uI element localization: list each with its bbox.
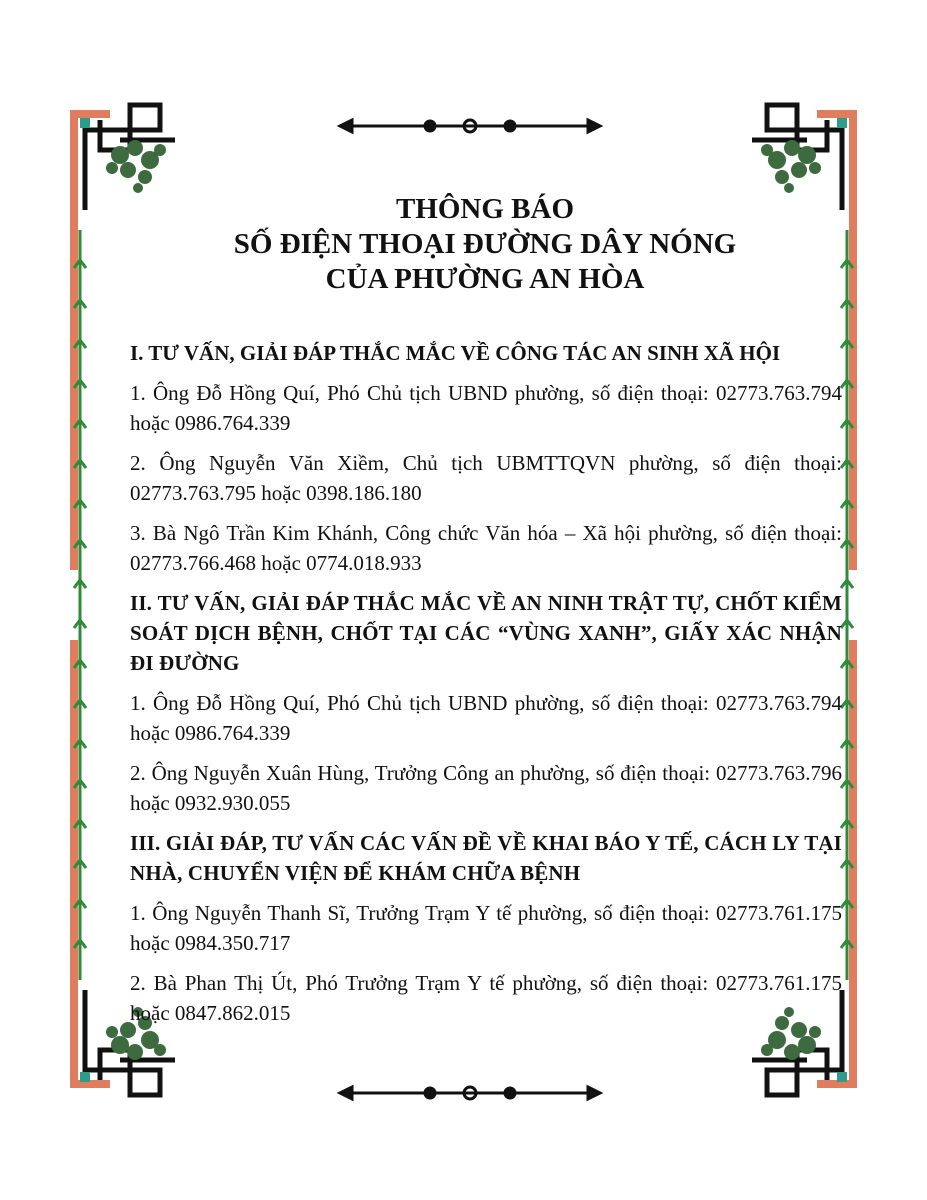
title-line-2: SỐ ĐIỆN THOẠI ĐƯỜNG DÂY NÓNG [233,228,737,260]
leaf-cluster-top-right [761,140,821,193]
section-security-order [130,588,842,818]
section-heading: I. TƯ VẤN, GIẢI ĐÁP THẮC MẮC VỀ CÔNG TÁC AN SINH XÃ HỘI [130,341,781,365]
contact-item: 2. Ông Nguyễn Văn Xiềm, Chủ tịch UBMTTQVN phường, số điện thoại: 02773.763.795 hoặc 0398.186.180 [130,451,842,505]
contact-item: 1. Ông Đỗ Hồng Quí, Phó Chủ tịch UBND phường, số điện thoại: 02773.763.794 hoặc 0986.764.339 [130,691,842,745]
notice-content [130,338,842,1038]
notice-title [150,192,820,297]
contact-item: 1. Ông Đỗ Hồng Quí, Phó Chủ tịch UBND phường, số điện thoại: 02773.763.794 hoặc 0986.764.339 [130,381,842,435]
contact-item: 2. Bà Phan Thị Út, Phó Trưởng Trạm Y tế phường, số điện thoại: 02773.761.175 hoặc 0847.862.015 [130,971,842,1025]
section-heading: III. GIẢI ĐÁP, TƯ VẤN CÁC VẤN ĐỀ VỀ KHAI BÁO Y TẾ, CÁCH LY TẠI NHÀ, CHUYỂN VIỆN ĐỂ KHÁM CHỮA BỆNH [130,831,842,885]
contact-item: 1. Ông Nguyễn Thanh Sĩ, Trưởng Trạm Y tế phường, số điện thoại: 02773.761.175 hoặc 0984.350.717 [130,901,842,955]
leaf-cluster-top-left [106,140,166,193]
section-social-welfare [130,338,842,578]
flourish-top [340,120,600,132]
title-line-3: CỦA PHƯỜNG AN HÒA [325,263,645,295]
flourish-bottom [340,1087,600,1099]
title-line-1: THÔNG BÁO [395,193,575,225]
contact-item: 3. Bà Ngô Trần Kim Khánh, Công chức Văn hóa – Xã hội phường, số điện thoại: 02773.766.468 hoặc 0774.018.933 [130,521,842,575]
section-health [130,828,842,1028]
section-heading: II. TƯ VẤN, GIẢI ĐÁP THẮC MẮC VỀ AN NINH TRẬT TỰ, CHỐT KIỂM SOÁT DỊCH BỆNH, CHỐT TẠI CÁC “VÙNG XANH”, GIẤY XÁC NHẬN ĐI ĐƯỜNG [130,591,842,675]
contact-item: 2. Ông Nguyễn Xuân Hùng, Trưởng Công an phường, số điện thoại: 02773.763.796 hoặc 0932.930.055 [130,761,842,815]
